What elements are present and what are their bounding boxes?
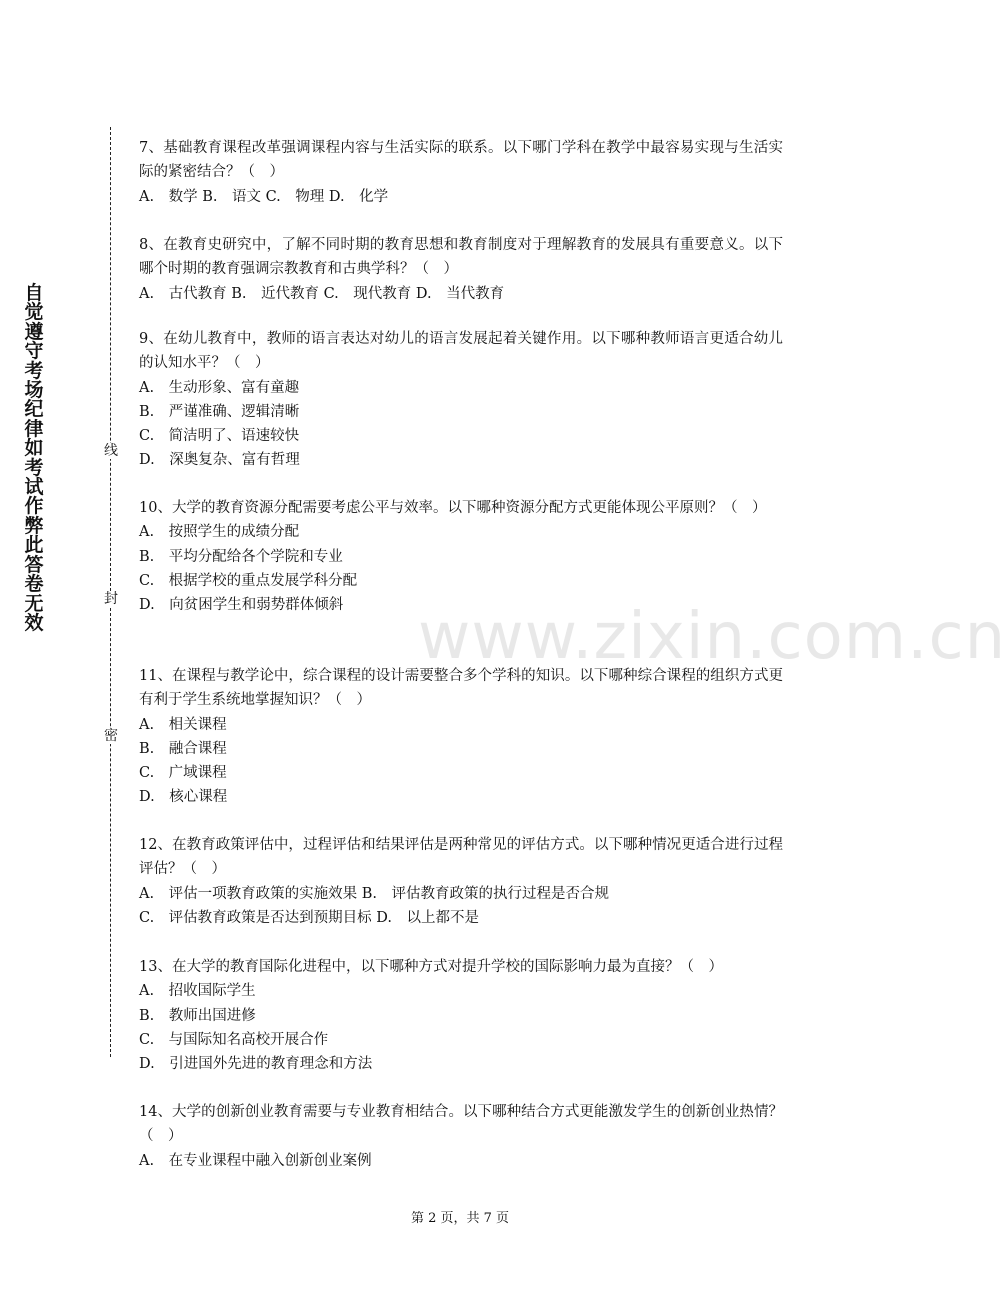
question-stem: 10、大学的教育资源分配需要考虑公平与效率。以下哪种资源分配方式更能体现公平原则？（ ） [139, 500, 767, 516]
question-option: A. 古代教育 B. 近代教育 C. 现代教育 D. 当代教育 [139, 285, 505, 302]
question-option: A. 相关课程 [139, 716, 227, 733]
question-14 [139, 1100, 783, 1173]
page-number: 第 2 页，共 7 页 [410, 1211, 510, 1226]
question-option: D. 向贫困学生和弱势群体倾斜 [139, 597, 344, 614]
binding-line-label: 线 [104, 443, 118, 459]
question-option: A. 数学 B. 语文 C. 物理 D. 化学 [139, 188, 389, 205]
question-option: B. 融合课程 [139, 740, 227, 757]
question-12 [139, 833, 783, 930]
exam-discipline-warning: 自觉遵守考场纪律如考试作弊此答卷无效 [24, 282, 44, 634]
question-stem: 7、基础教育课程改革强调课程内容与生活实际的联系。以下哪门学科在教学中最容易实现与生活实际的紧密结合？（ ） [139, 140, 783, 181]
binding-secret-label: 密 [104, 728, 118, 744]
question-11 [139, 664, 783, 810]
question-stem: 13、在大学的教育国际化进程中，以下哪种方式对提升学校的国际影响力最为直接？（ ） [139, 959, 723, 975]
question-option: A. 在专业课程中融入创新创业案例 [139, 1152, 372, 1169]
question-stem: 14、大学的创新创业教育需要与专业教育相结合。以下哪种结合方式更能激发学生的创新创业热情？（ ） [139, 1104, 783, 1145]
question-7 [139, 136, 783, 209]
question-option: A. 按照学生的成绩分配 [139, 524, 300, 541]
question-option: D. 引进国外先进的教育理念和方法 [139, 1056, 373, 1073]
question-option: C. 评估教育政策是否达到预期目标 D. 以上都不是 [139, 909, 480, 926]
question-option: C. 根据学校的重点发展学科分配 [139, 572, 358, 589]
binding-seal-label: 封 [104, 591, 118, 607]
question-option: C. 与国际知名高校开展合作 [139, 1031, 329, 1048]
question-stem: 12、在教育政策评估中，过程评估和结果评估是两种常见的评估方式。以下哪种情况更适合进行过程评估？（ ） [139, 837, 783, 878]
question-stem: 8、在教育史研究中，了解不同时期的教育思想和教育制度对于理解教育的发展具有重要意义。以下哪个时期的教育强调宗教教育和古典学科？（ ） [139, 237, 783, 278]
question-option: A. 生动形象、富有童趣 [139, 379, 300, 396]
question-option: D. 核心课程 [139, 789, 228, 806]
question-option: C. 简洁明了、语速较快 [139, 428, 300, 445]
question-option: B. 严谨准确、逻辑清晰 [139, 403, 300, 420]
question-8 [139, 233, 783, 306]
question-option: C. 广域课程 [139, 765, 227, 782]
question-stem: 9、在幼儿教育中，教师的语言表达对幼儿的语言发展起着关键作用。以下哪种教师语言更适合幼儿的认知水平？（ ） [139, 331, 783, 372]
question-9 [139, 327, 783, 473]
watermark: www.zixin.com.cn [418, 600, 1006, 674]
question-option: B. 平均分配给各个学院和专业 [139, 548, 343, 565]
question-13 [139, 955, 783, 1076]
question-option: A. 评估一项教育政策的实施效果 B. 评估教育政策的执行过程是否合规 [139, 885, 609, 902]
question-stem: 11、在课程与教学论中，综合课程的设计需要整合多个学科的知识。以下哪种综合课程的组织方式更有利于学生系统地掌握知识？（ ） [139, 668, 783, 709]
question-option: B. 教师出国进修 [139, 1007, 256, 1024]
question-option: D. 深奥复杂、富有哲理 [139, 452, 300, 469]
question-option: A. 招收国际学生 [139, 983, 256, 1000]
